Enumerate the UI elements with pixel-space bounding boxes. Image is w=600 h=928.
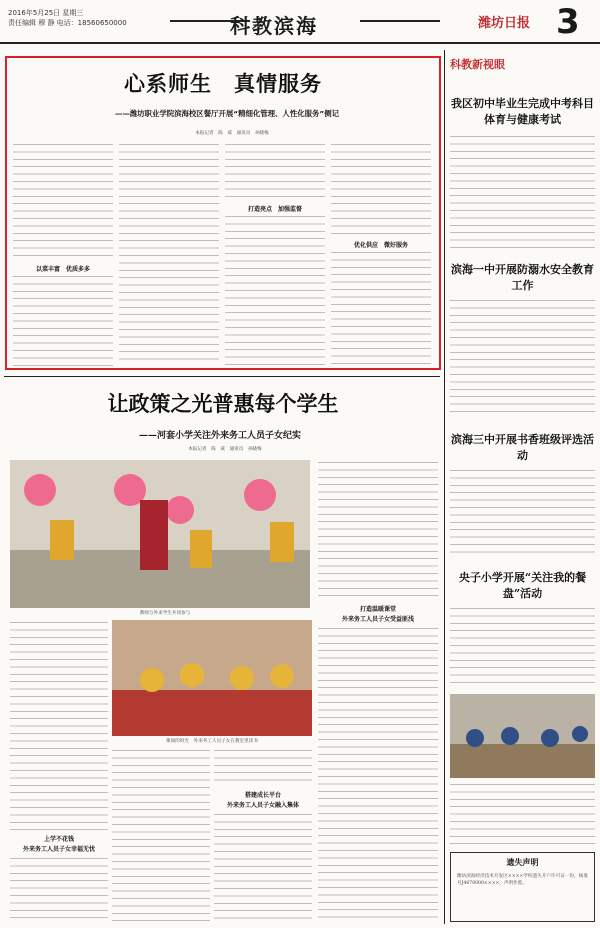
- text-column: [225, 214, 325, 366]
- highlighted-article: [5, 56, 441, 370]
- editor-info: 责任编辑 穆 静 电话：18560650000: [8, 19, 127, 27]
- text-column: [450, 782, 595, 846]
- text-column: [13, 142, 113, 262]
- section-heading: 打造亮点 加强监督: [247, 206, 302, 213]
- notice-title: 遗失声明: [506, 857, 539, 867]
- photo-caption: 课间的时光 外来务工人员子女在教室里读书: [166, 739, 258, 744]
- news-title: 我区初中毕业生完成中考科目体育与健康考试: [451, 97, 594, 126]
- article-byline: 本报记者 陈 威 通讯员 孙晓梅: [188, 447, 262, 452]
- news-title: 央子小学开展“关注我的餐盘”活动: [458, 571, 587, 600]
- divider: [4, 376, 440, 377]
- text-column: [214, 812, 312, 922]
- text-column: [450, 134, 595, 250]
- section-heading: 搭建成长平台: [244, 792, 281, 799]
- ornament-right: [360, 20, 440, 22]
- text-column: [318, 460, 438, 600]
- section-heading: 打造温暖课堂: [359, 606, 396, 613]
- text-column: [318, 626, 438, 922]
- article-title: 让政策之光普惠每个学生: [107, 391, 339, 416]
- news-title: 滨海一中开展防溺水安全教育工作: [451, 263, 594, 292]
- text-column: [331, 250, 431, 366]
- section-heading: 以菜丰富 优质多多: [35, 266, 90, 273]
- photo-fan-dance: [10, 460, 310, 608]
- notice-body: 潍坊滨海经济技术开发区××××学校遗失开户许可证一份，核准号J4670000××××，声明作废。: [457, 874, 588, 887]
- column-tag: 科教新视眼: [450, 58, 505, 71]
- column-divider: [444, 50, 445, 924]
- text-column: [13, 274, 113, 366]
- text-column: [450, 468, 595, 558]
- section-title: 科教滨海: [230, 14, 318, 38]
- photo-classroom: [112, 620, 312, 736]
- text-column: [331, 142, 431, 238]
- text-column: [225, 142, 325, 202]
- article-byline: 本报记者 陈 威 通讯员 孙晓梅: [195, 131, 269, 136]
- section-heading: 外来务工人员子女融入集体: [226, 802, 299, 809]
- text-column: [450, 606, 595, 686]
- text-column: [119, 142, 219, 366]
- text-column: [450, 298, 595, 418]
- section-heading: 上学不花钱: [43, 836, 74, 843]
- page-number: 3: [556, 2, 580, 42]
- text-column: [214, 748, 312, 786]
- article-subtitle: ——河套小学关注外来务工人员子女纪实: [138, 431, 301, 441]
- text-column: [10, 856, 108, 922]
- notice-box: [450, 852, 595, 922]
- photo-students-dining: [450, 694, 595, 778]
- page-header: [0, 0, 600, 44]
- newspaper-logo: 潍坊日报: [478, 16, 531, 31]
- photo-caption: 教师与外来学生共同参与: [139, 611, 191, 616]
- section-heading: 外来务工人员子女幸福无忧: [22, 846, 95, 853]
- text-column: [112, 748, 210, 922]
- issue-date: 2016年5月25日 星期三: [8, 9, 84, 17]
- article-title: 心系师生 真情服务: [124, 71, 322, 96]
- article-subtitle: ——潍坊职业学院滨海校区餐厅开展“精细化管理、人性化服务”侧记: [114, 109, 340, 118]
- section-heading: 优化供应 微好服务: [353, 242, 408, 249]
- text-column: [10, 620, 108, 832]
- news-title: 滨海三中开展书香班级评选活动: [451, 433, 594, 462]
- section-heading: 外来务工人员子女受益匪浅: [341, 616, 414, 623]
